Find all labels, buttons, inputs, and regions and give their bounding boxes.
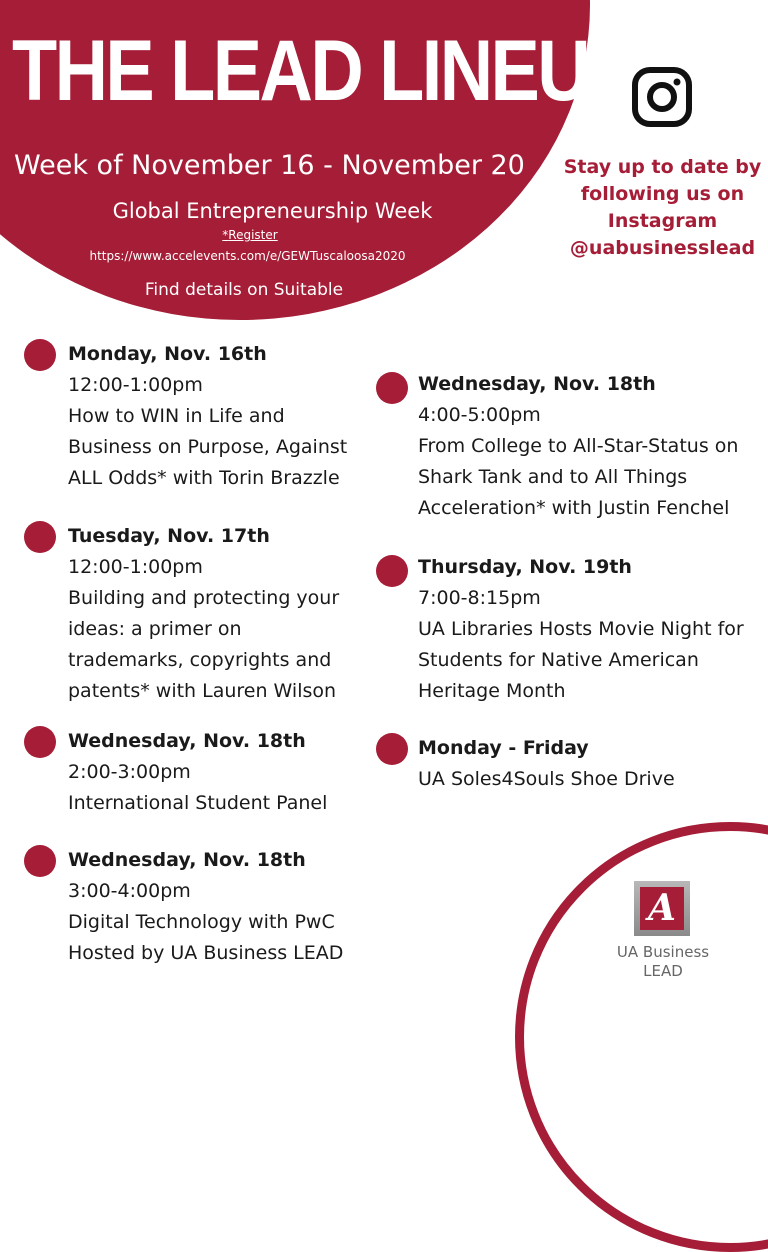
event-time: 12:00-1:00pm: [68, 556, 203, 578]
event-description: Digital Technology with PwC Hosted by UA Business LEAD: [68, 911, 344, 964]
bullet-dot: [376, 372, 408, 404]
register-link[interactable]: *Register: [222, 228, 278, 242]
event-item: [418, 733, 675, 795]
event-day: Wednesday, Nov. 18th: [68, 730, 306, 752]
bullet-dot: [24, 726, 56, 758]
bullet-dot: [376, 733, 408, 765]
event-item: [68, 726, 327, 819]
event-description: How to WIN in Life and Business on Purpose, Against ALL Odds* with Torin Brazzle: [68, 405, 348, 489]
event-day: Monday - Friday: [418, 737, 589, 759]
bullet-dot: [24, 845, 56, 877]
week-range: Week of November 16 - November 20: [14, 150, 525, 181]
register-url[interactable]: https://www.accelevents.com/e/GEWTuscaloosa2020: [89, 249, 406, 263]
event-item: [68, 845, 343, 969]
logo-name: UA Business LEAD: [616, 943, 710, 980]
event-description: UA Libraries Hosts Movie Night for Students for Native American Heritage Month: [418, 618, 744, 702]
instagram-callout: Stay up to date by following us on Instagram @uabusinesslead: [563, 156, 762, 259]
event-item: [418, 552, 744, 707]
event-item: [68, 521, 339, 707]
event-description: UA Soles4Souls Shoe Drive: [418, 768, 675, 790]
instagram-icon[interactable]: [631, 66, 693, 128]
event-description: International Student Panel: [68, 792, 328, 814]
event-name: Global Entrepreneurship Week: [112, 199, 433, 223]
event-time: 7:00-8:15pm: [418, 587, 541, 609]
logo-mark: A: [640, 887, 684, 930]
event-day: Monday, Nov. 16th: [68, 343, 267, 365]
event-item: [68, 339, 347, 494]
event-time: 4:00-5:00pm: [418, 404, 541, 426]
event-description: Building and protecting your ideas: a primer on trademarks, copyrights and patents* with Lauren Wilson: [68, 587, 340, 702]
event-time: 3:00-4:00pm: [68, 880, 191, 902]
event-day: Thursday, Nov. 19th: [418, 556, 632, 578]
event-item: [418, 369, 738, 524]
event-day: Wednesday, Nov. 18th: [418, 373, 656, 395]
event-description: From College to All-Star-Status on Shark Tank and to All Things Acceleration* with Justin Fenchel: [418, 435, 739, 519]
page-title: THE LEAD LINEUP:: [12, 23, 657, 119]
ua-logo-icon: [634, 881, 690, 936]
bullet-dot: [24, 339, 56, 371]
event-day: Tuesday, Nov. 17th: [68, 525, 270, 547]
event-time: 12:00-1:00pm: [68, 374, 203, 396]
event-day: Wednesday, Nov. 18th: [68, 849, 306, 871]
event-time: 2:00-3:00pm: [68, 761, 191, 783]
bullet-dot: [376, 555, 408, 587]
details-note: Find details on Suitable: [144, 280, 344, 300]
bullet-dot: [24, 521, 56, 553]
